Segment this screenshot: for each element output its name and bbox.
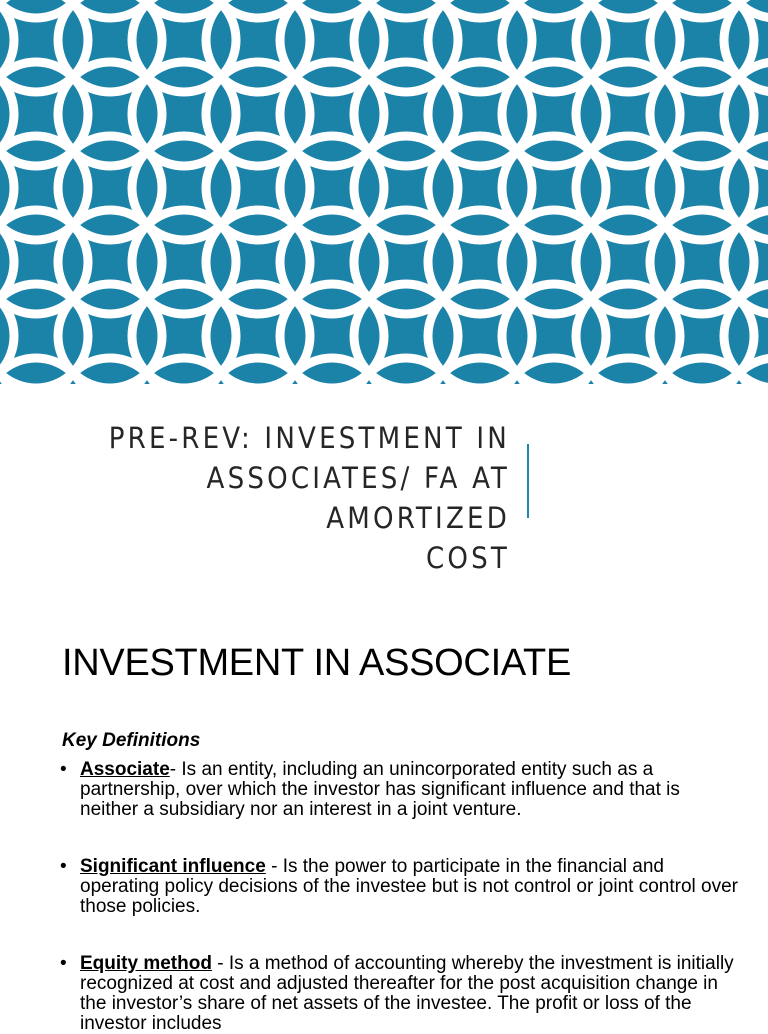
circle-lattice-pattern — [0, 0, 768, 384]
pattern-banner — [0, 0, 768, 384]
content-slide — [0, 620, 768, 1034]
definition-significant-influence — [60, 857, 740, 917]
definition-equity-method — [60, 954, 740, 1034]
definition-separator: - — [211, 953, 229, 974]
bullet-dot: • — [60, 856, 67, 877]
definition-term: Associate — [80, 759, 170, 780]
title-line-2: ASSOCIATES/ FA AT AMORTIZED — [206, 461, 510, 535]
definition-associate — [60, 760, 740, 820]
bullet-dot: • — [60, 953, 67, 974]
title-slide-title — [60, 418, 510, 578]
title-line-1: PRE-REV: INVESTMENT IN — [108, 421, 510, 455]
definition-term: Significant influence — [80, 856, 266, 877]
definition-text: Is the power to participate in the financial and operating policy decisions of the investee but is not control or joint control over those policies. — [80, 856, 738, 917]
definition-separator: - — [169, 759, 182, 780]
definitions-list — [60, 760, 740, 1034]
definition-separator: - — [265, 856, 283, 877]
definition-term: Equity method — [80, 953, 212, 974]
key-definitions-label: Key Definitions — [62, 730, 201, 751]
slide-heading: INVESTMENT IN ASSOCIATE — [62, 642, 572, 684]
definition-text: Is an entity, including an unincorporated entity such as a partnership, over which the investor has significant influence and that is neither a subsidiary nor an interest in a joint venture. — [80, 759, 680, 820]
bullet-dot: • — [60, 759, 67, 780]
title-line-3: COST — [425, 541, 510, 575]
definition-text: Is a method of accounting whereby the investment is initially recognized at cost and adjusted thereafter for the post acquisition change in the investor’s share of net assets of the investee. The profit or loss of the investor includes — [80, 953, 734, 1034]
title-accent-rule — [527, 444, 529, 518]
